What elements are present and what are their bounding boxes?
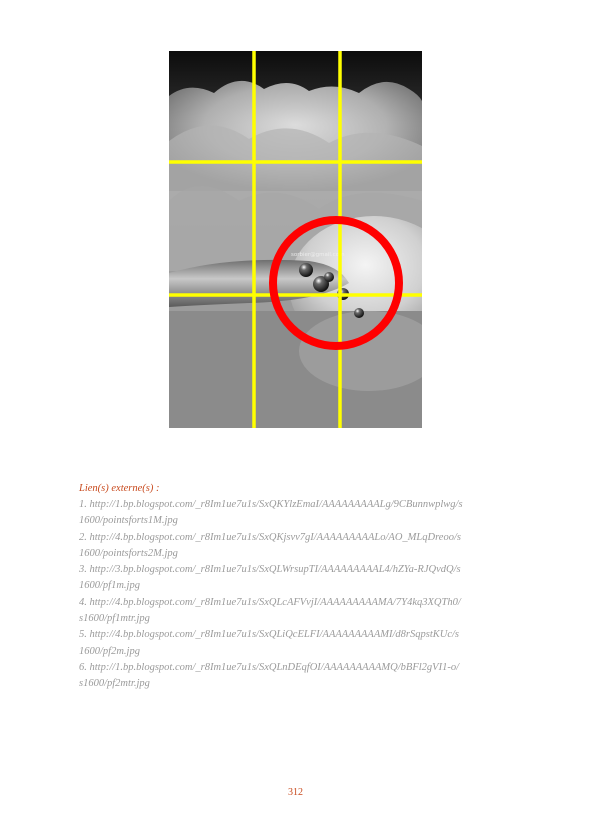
external-link-1[interactable]: 1. http://1.bp.blogspot.com/_r8Im1ue7u1s/SxQKYlzEmaI/AAAAAAAAALg/9CBunnwplwg/s1600/pointsforts1M.jpg: [79, 499, 463, 527]
composition-grid-figure: [169, 51, 422, 428]
external-links-section: [79, 481, 479, 693]
photo-watermark: sorbier@gmail.com: [291, 252, 345, 258]
external-link-5[interactable]: 5. http://4.bp.blogspot.com/_r8Im1ue7u1s/SxQLiQcELFI/AAAAAAAAAMI/d8rSqpstKUc/s1600/pf2m.jpg: [79, 629, 459, 657]
external-link-4[interactable]: 4. http://4.bp.blogspot.com/_r8Im1ue7u1s/SxQLcAFVvjI/AAAAAAAAAMA/7Y4kq3XQTh0/s1600/pf1mtr.jpg: [79, 596, 461, 625]
external-link-3[interactable]: 3. http://3.bp.blogspot.com/_r8Im1ue7u1s/SxQLWrsupTI/AAAAAAAAAL4/hZYa-RJQvdQ/s1600/pf1m.jpg: [79, 564, 461, 592]
droplet-5: [354, 308, 364, 318]
external-links-list: [79, 497, 479, 693]
droplet-3: [324, 272, 334, 282]
mushroom-gills-photo: [169, 51, 422, 428]
external-links-heading: Lien(s) externe(s) :: [79, 483, 160, 494]
droplet-1: [299, 263, 313, 277]
external-link-2[interactable]: 2. http://4.bp.blogspot.com/_r8Im1ue7u1s/SxQKjsvv7gI/AAAAAAAAALo/AO_MLqDreoo/s1600/pointsforts2M.jpg: [79, 531, 461, 559]
external-link-6[interactable]: 6. http://1.bp.blogspot.com/_r8Im1ue7u1s/SxQLnDEqfOI/AAAAAAAAAMQ/bBFl2gVI1-o/s1600/pf2mtr.jpg: [79, 661, 459, 690]
page-number: 312: [288, 787, 303, 798]
